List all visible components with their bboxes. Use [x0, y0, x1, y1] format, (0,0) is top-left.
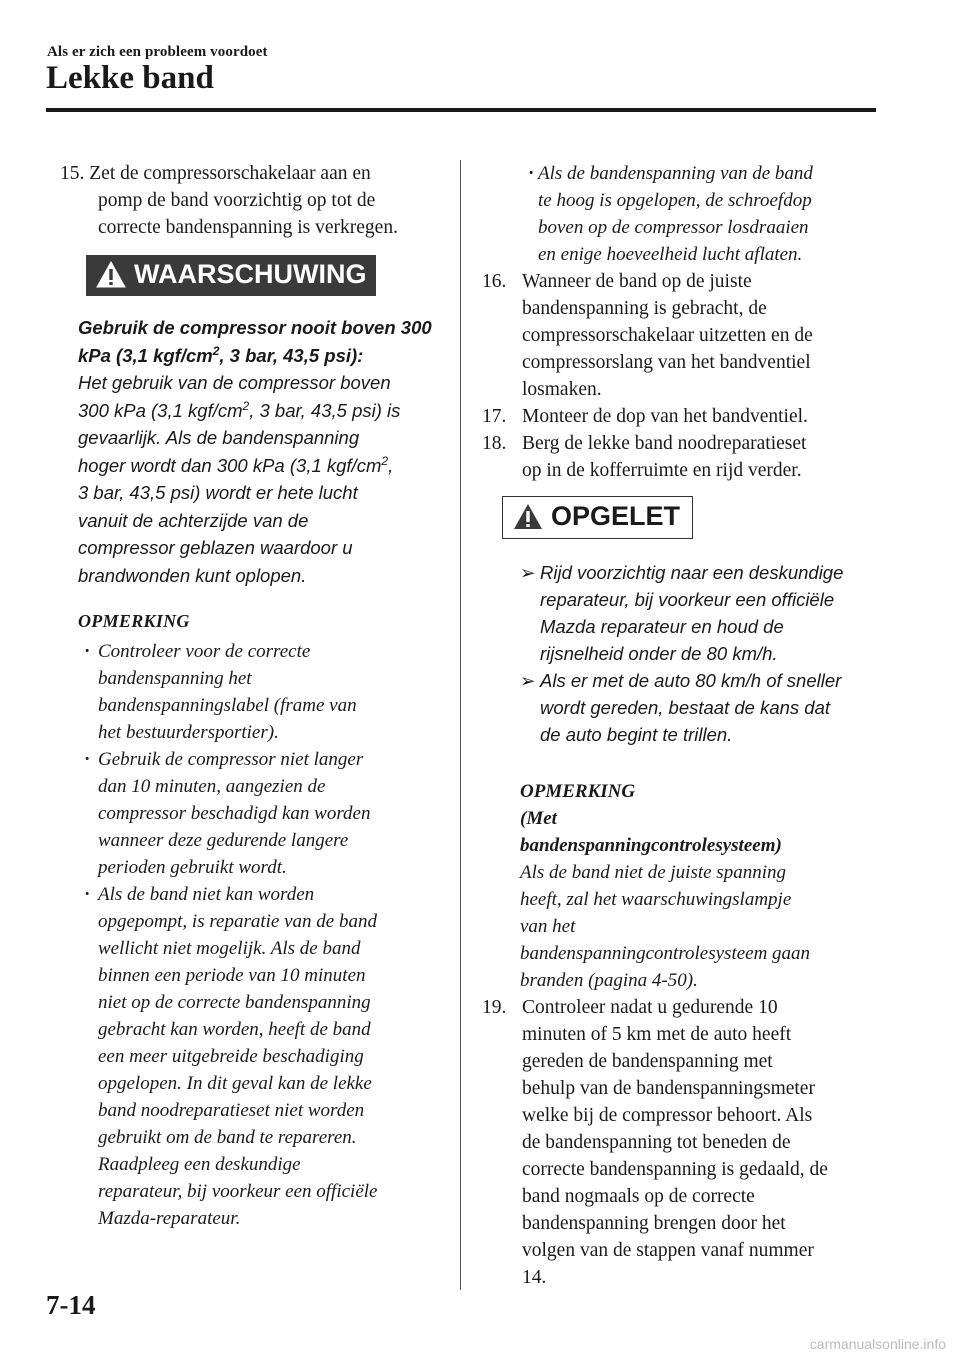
step-18: 18. Berg de lekke band noodreparatieset op in de kofferruimte en rijd verder. — [482, 430, 882, 484]
list-item: · Als de band niet kan worden opgepompt, is reparatie van de band wellicht niet mogelijk. Als de band binnen een periode van 10 minuten niet op de correcte bandenspanning gebracht kan worden, heeft de band een meer uitgebreide beschadiging opgelopen. In dit geval kan de lekke band noodreparatieset niet worden gebruikt om de band te repareren. Raadpleeg een deskundige reparateur, bij voorkeur een officiële Mazda-reparateur. — [78, 881, 445, 1232]
step-15 — [60, 160, 445, 241]
left-column — [60, 160, 445, 1232]
arrow-bullet-icon: ➢ — [520, 670, 536, 691]
breadcrumb: Als er zich een probleem voordoet — [47, 44, 268, 60]
caution-triangle-icon — [513, 503, 543, 530]
warning-text: Gebruik de compressor nooit boven 300 kPa (3,1 kgf/$cm^2$, 3 bar, 43,5 psi): Het gebruik van de compressor boven 300 kPa (3,1 kgf/$cm^2$, 3 bar, 43,5 psi) is gevaarlijk. Als de bandenspanning hoger wordt dan 300 kPa (3,1 kgf/$cm^2$, 3 bar, 43,5 psi) wordt er hete lucht vanuit de achterzijde van de compressor geblazen waardoor u brandwonden kunt oplopen. — [78, 314, 445, 589]
step-text: correcte bandenspanning is verkregen. — [98, 217, 398, 238]
note-heading: OPMERKING — [78, 611, 190, 631]
step-number: 18. — [482, 433, 507, 454]
step-text: pomp de band voorzichtig op tot de — [98, 190, 376, 211]
arrow-bullet-icon: ➢ — [520, 562, 536, 583]
step-number: 17. — [482, 406, 507, 427]
list-item: ➢ Als er met de auto 80 km/h of sneller wordt gereden, bestaat de kans dat de auto begint te trillen. — [520, 667, 882, 748]
list-item: · Als de bandenspanning van de band te hoog is opgelopen, de schroefdop boven op de compressor losdraaien en enige hoeveelheid lucht aflaten. — [482, 160, 882, 268]
page-number: 7-14 — [46, 1290, 96, 1320]
note-heading: OPMERKING (Met bandenspanningcontrolesysteem) — [520, 781, 782, 856]
list-item: ➢ Rijd voorzichtig naar een deskundige reparateur, bij voorkeur een officiële Mazda reparateur en houd de rijsnelheid onder de 80 km/h. — [520, 559, 882, 667]
watermark: carmanualsonline.info — [809, 1336, 946, 1352]
warning-triangle-icon — [96, 261, 126, 288]
step-17: 17. Monteer de dop van het bandventiel. — [482, 403, 882, 430]
caution-label — [502, 496, 693, 539]
step-number: 16. — [482, 271, 507, 292]
warning-lead: Gebruik de compressor nooit boven 300 kPa (3,1 kgf/$cm^2$, 3 bar, 43,5 psi): — [78, 317, 432, 366]
step-number: 19. — [482, 997, 507, 1018]
note-block: OPMERKING (Met bandenspanningcontrolesysteem) Als de band niet de juiste spanning heeft, zal het waarschuwingslampje van het bandenspanningcontrolesysteem gaan branden (pagina 4-50). — [520, 778, 882, 994]
list-item: · Controleer voor de correcte bandenspanning het bandenspanningslabel (frame van het bestuurdersportier). — [78, 638, 445, 746]
right-column — [482, 160, 882, 1291]
warning-label — [86, 255, 376, 296]
warning-label-text: WAARSCHUWING — [134, 259, 367, 289]
column-divider — [460, 160, 461, 1290]
page-title: Lekke band — [46, 60, 214, 96]
step-number: 15. — [60, 163, 85, 184]
note-list — [60, 638, 445, 1232]
step-19: 19. Controleer nadat u gedurende 10 minuten of 5 km met de auto heeft gereden de bandenspanning met behulp van de bandenspanningsmeter welke bij de compressor behoort. Als de bandenspanning tot beneden de correcte bandenspanning is gedaald, de band nogmaals op de correcte bandenspanning brengen door het volgen van de stappen vanaf nummer 14. — [482, 994, 882, 1291]
list-item: · Gebruik de compressor niet langer dan 10 minuten, aangezien de compressor beschadigd kan worden wanneer deze gedurende langere perioden gebruikt wordt. — [78, 746, 445, 881]
step-text: Zet de compressorschakelaar aan en — [89, 163, 371, 184]
step-16: 16. Wanneer de band op de juiste bandenspanning is gebracht, de compressorschakelaar uitzetten en de compressorslang van het bandventiel losmaken. — [482, 268, 882, 403]
header-rule — [46, 108, 876, 112]
caution-label-text: OPGELET — [551, 501, 681, 531]
caution-list — [520, 559, 882, 748]
